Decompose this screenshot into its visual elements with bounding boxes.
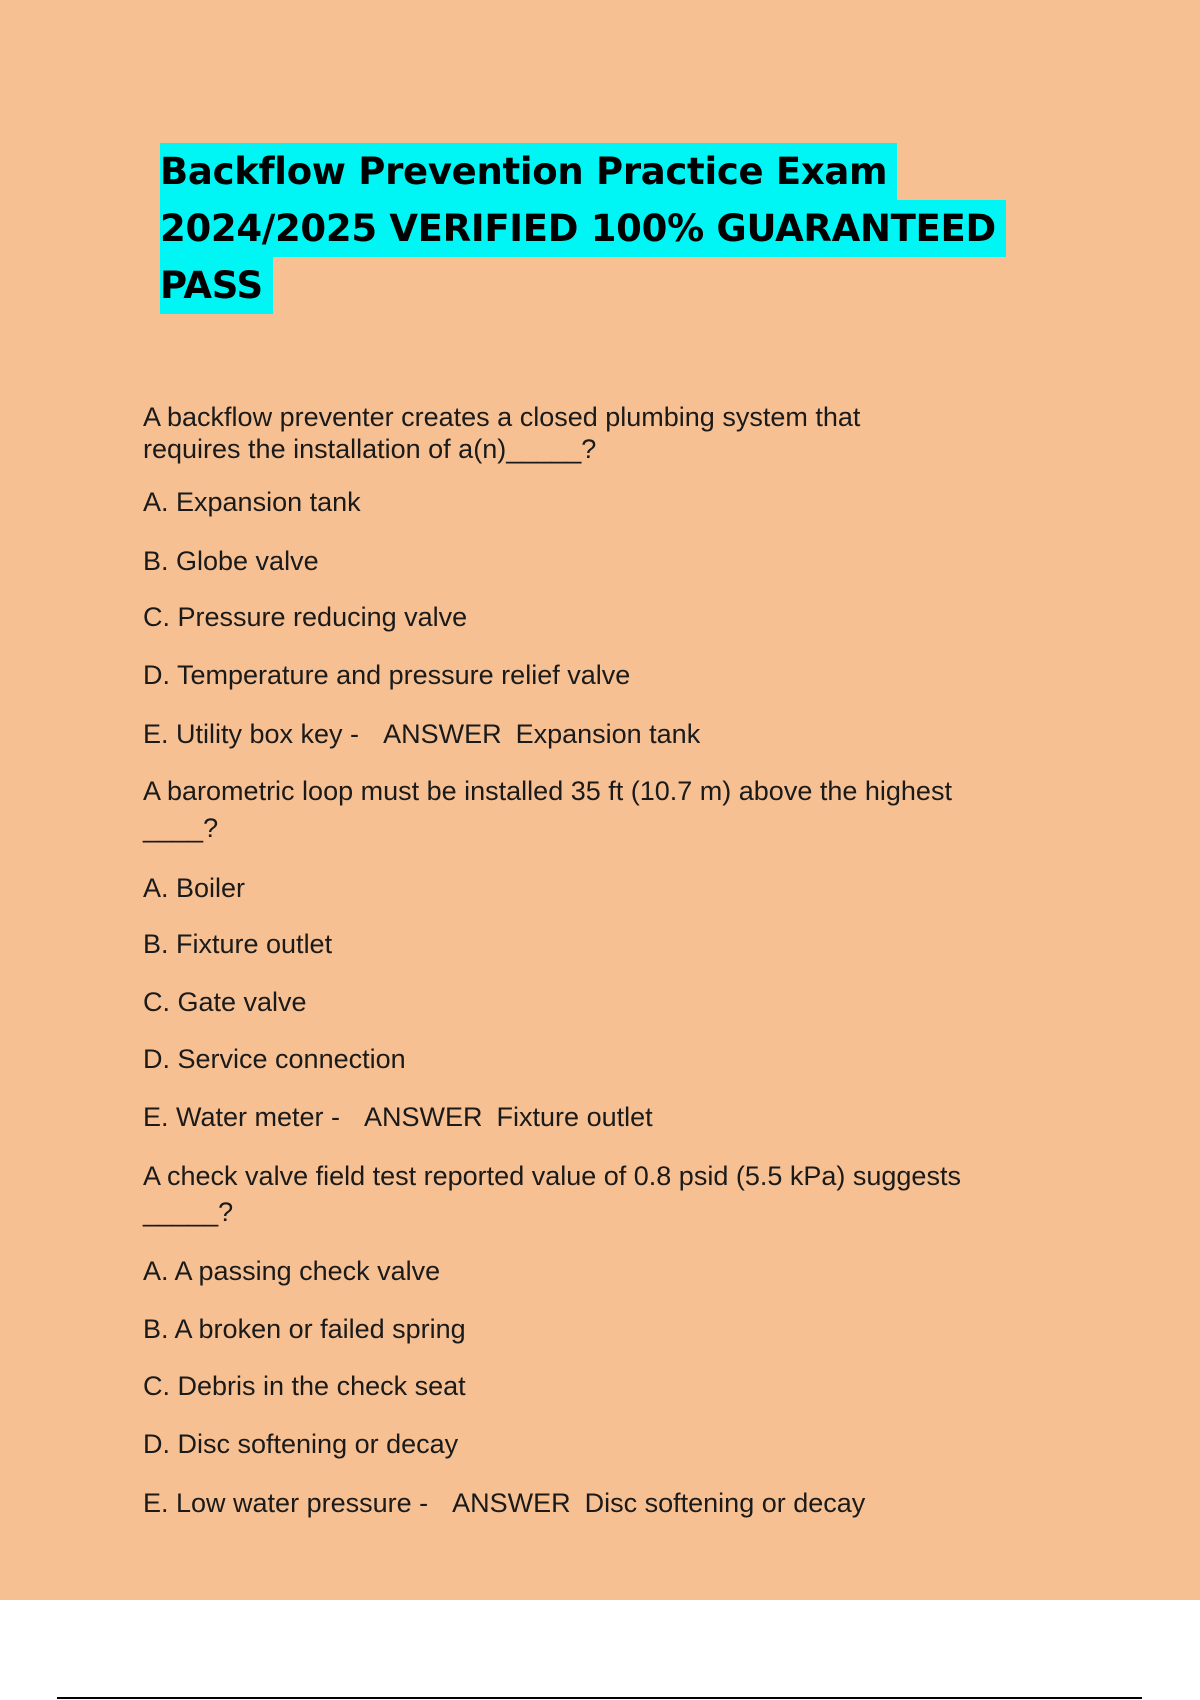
question-3-option-a: A. A passing check valve [143,1256,441,1286]
question-3-option-e-text: E. Low water pressure - [143,1488,429,1518]
question-2-answer: Fixture outlet [496,1102,653,1132]
question-3-answer-label: ANSWER [452,1488,571,1518]
question-2-option-d: D. Service connection [143,1044,406,1074]
question-1-line-1: A backflow preventer creates a closed plumbing system that [143,402,861,432]
question-3-answer: Disc softening or decay [584,1488,866,1518]
question-1-option-b: B. Globe valve [143,546,319,576]
document-title [160,143,1100,314]
question-1-answer-label: ANSWER [383,719,502,749]
question-3-option-e [143,1487,865,1519]
question-2-option-b: B. Fixture outlet [143,929,333,959]
question-1-option-e-text: E. Utility box key - [143,719,360,749]
question-3-option-b: B. A broken or failed spring [143,1314,466,1344]
question-1-option-d: D. Temperature and pressure relief valve [143,660,631,690]
question-1-option-c: C. Pressure reducing valve [143,602,468,632]
title-line-3: PASS [160,257,273,314]
question-1-option-a: A. Expansion tank [143,487,361,517]
question-2-line-1: A barometric loop must be installed 35 ft (10.7 m) above the highest [143,776,952,806]
question-2-option-e [143,1101,653,1133]
question-3-option-c: C. Debris in the check seat [143,1371,466,1401]
title-line-2: 2024/2025 VERIFIED 100% GUARANTEED [160,200,1006,257]
question-1-answer: Expansion tank [515,719,701,749]
title-line-1: Backflow Prevention Practice Exam [160,143,897,200]
question-2-option-e-text: E. Water meter - [143,1102,341,1132]
footer-divider [57,1697,1142,1699]
question-3-option-d: D. Disc softening or decay [143,1429,459,1459]
question-3-line-1: A check valve field test reported value of 0.8 psid (5.5 kPa) suggests [143,1161,961,1191]
question-3-line-2: _____? [143,1197,234,1227]
question-2-option-c: C. Gate valve [143,987,307,1017]
question-2-option-a: A. Boiler [143,873,246,903]
question-2-line-2: ____? [143,813,219,843]
question-1-option-e [143,718,700,750]
question-1-line-2: requires the installation of a(n)_____? [143,434,597,464]
question-2-answer-label: ANSWER [364,1102,483,1132]
